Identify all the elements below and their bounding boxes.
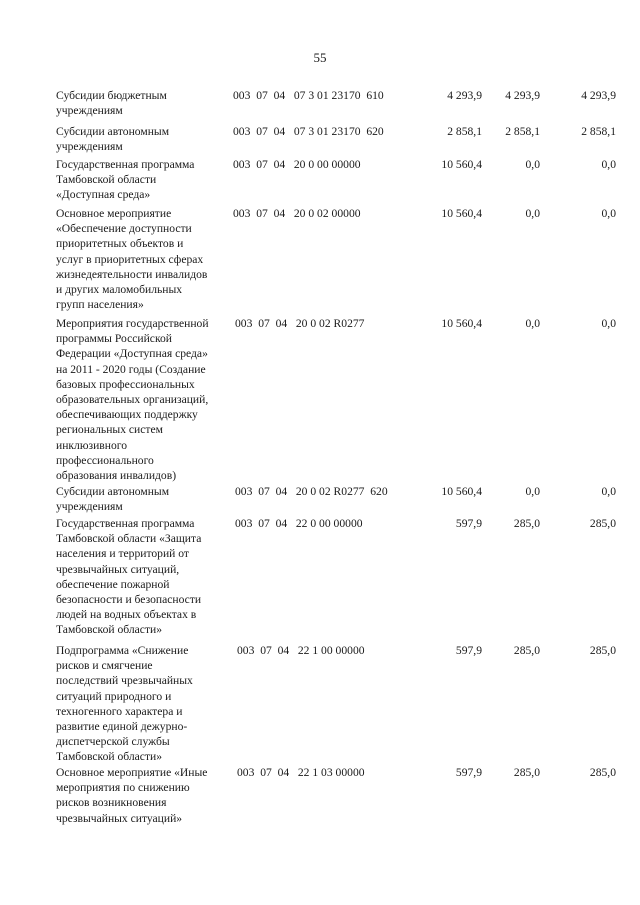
value-col2: 2 858,1	[505, 125, 540, 138]
page-number: 55	[313, 50, 327, 65]
value-col2: 0,0	[525, 207, 540, 220]
value-col2: 0,0	[525, 158, 540, 171]
row-name: Государственная программа Тамбовской области «Защита населения и территорий от чрезвычайных ситуаций, обеспечение пожарной безопасности и безопасности людей на водных объектах в Тамбовской области»	[56, 517, 202, 637]
row-code: 003 07 04 20 0 02 R0277 620	[235, 485, 388, 498]
value-col3: 4 293,9	[581, 89, 616, 102]
row-name: Государственная программа Тамбовской области «Доступная среда»	[56, 158, 195, 202]
value-col1: 10 560,4	[441, 317, 482, 330]
row-name: Субсидии бюджетным учреждениям	[56, 89, 167, 118]
row-code: 003 07 04 22 0 00 00000	[235, 517, 363, 530]
value-col3: 0,0	[601, 485, 616, 498]
row-code: 003 07 04 20 0 02 00000	[233, 207, 361, 220]
row-code: 003 07 04 07 3 01 23170 620	[233, 125, 384, 138]
value-col2: 0,0	[525, 317, 540, 330]
row-name: Субсидии автономным учреждениям	[56, 125, 170, 154]
value-col2: 285,0	[513, 517, 540, 530]
row-code: 003 07 04 22 1 00 00000	[237, 644, 365, 657]
row-code: 003 07 04 07 3 01 23170 610	[233, 89, 384, 102]
value-col3: 0,0	[601, 158, 616, 171]
value-col2: 285,0	[513, 766, 540, 779]
value-col1: 10 560,4	[441, 158, 482, 171]
value-col3: 2 858,1	[581, 125, 616, 138]
row-name: Подпрограмма «Снижение рисков и смягчение последствий чрезвычайных ситуаций природного и техногенного характера и развитие единой дежурно- диспетчерской службы Тамбовской области»	[56, 644, 193, 764]
row-code: 003 07 04 22 1 03 00000	[237, 766, 365, 779]
row-code: 003 07 04 20 0 00 00000	[233, 158, 361, 171]
row-name: Мероприятия государственной программы Российской Федерации «Доступная среда» на 2011 - 2020 годы (Создание базовых профессиональных образовательных организаций, обеспечивающих поддержку региональных систем инклюзивного профессионального образования инвалидов)	[56, 317, 209, 483]
value-col1: 10 560,4	[441, 207, 482, 220]
value-col3: 285,0	[589, 766, 616, 779]
row-name: Субсидии автономным учреждениям	[56, 485, 170, 514]
value-col1: 597,9	[455, 644, 482, 657]
value-col1: 10 560,4	[441, 485, 482, 498]
value-col1: 597,9	[455, 766, 482, 779]
row-name: Основное мероприятие «Обеспечение доступности приоритетных объектов и услуг в приоритетных сферах жизнедеятельности инвалидов и других маломобильных групп населения»	[56, 207, 208, 312]
row-code: 003 07 04 20 0 02 R0277	[235, 317, 365, 330]
value-col3: 0,0	[601, 207, 616, 220]
value-col3: 285,0	[589, 644, 616, 657]
value-col2: 4 293,9	[505, 89, 540, 102]
value-col3: 0,0	[601, 317, 616, 330]
value-col1: 2 858,1	[447, 125, 482, 138]
value-col1: 597,9	[455, 517, 482, 530]
value-col3: 285,0	[589, 517, 616, 530]
row-name: Основное мероприятие «Иные мероприятия по снижению рисков возникновения чрезвычайных ситуаций»	[56, 766, 208, 825]
value-col1: 4 293,9	[447, 89, 482, 102]
value-col2: 285,0	[513, 644, 540, 657]
value-col2: 0,0	[525, 485, 540, 498]
